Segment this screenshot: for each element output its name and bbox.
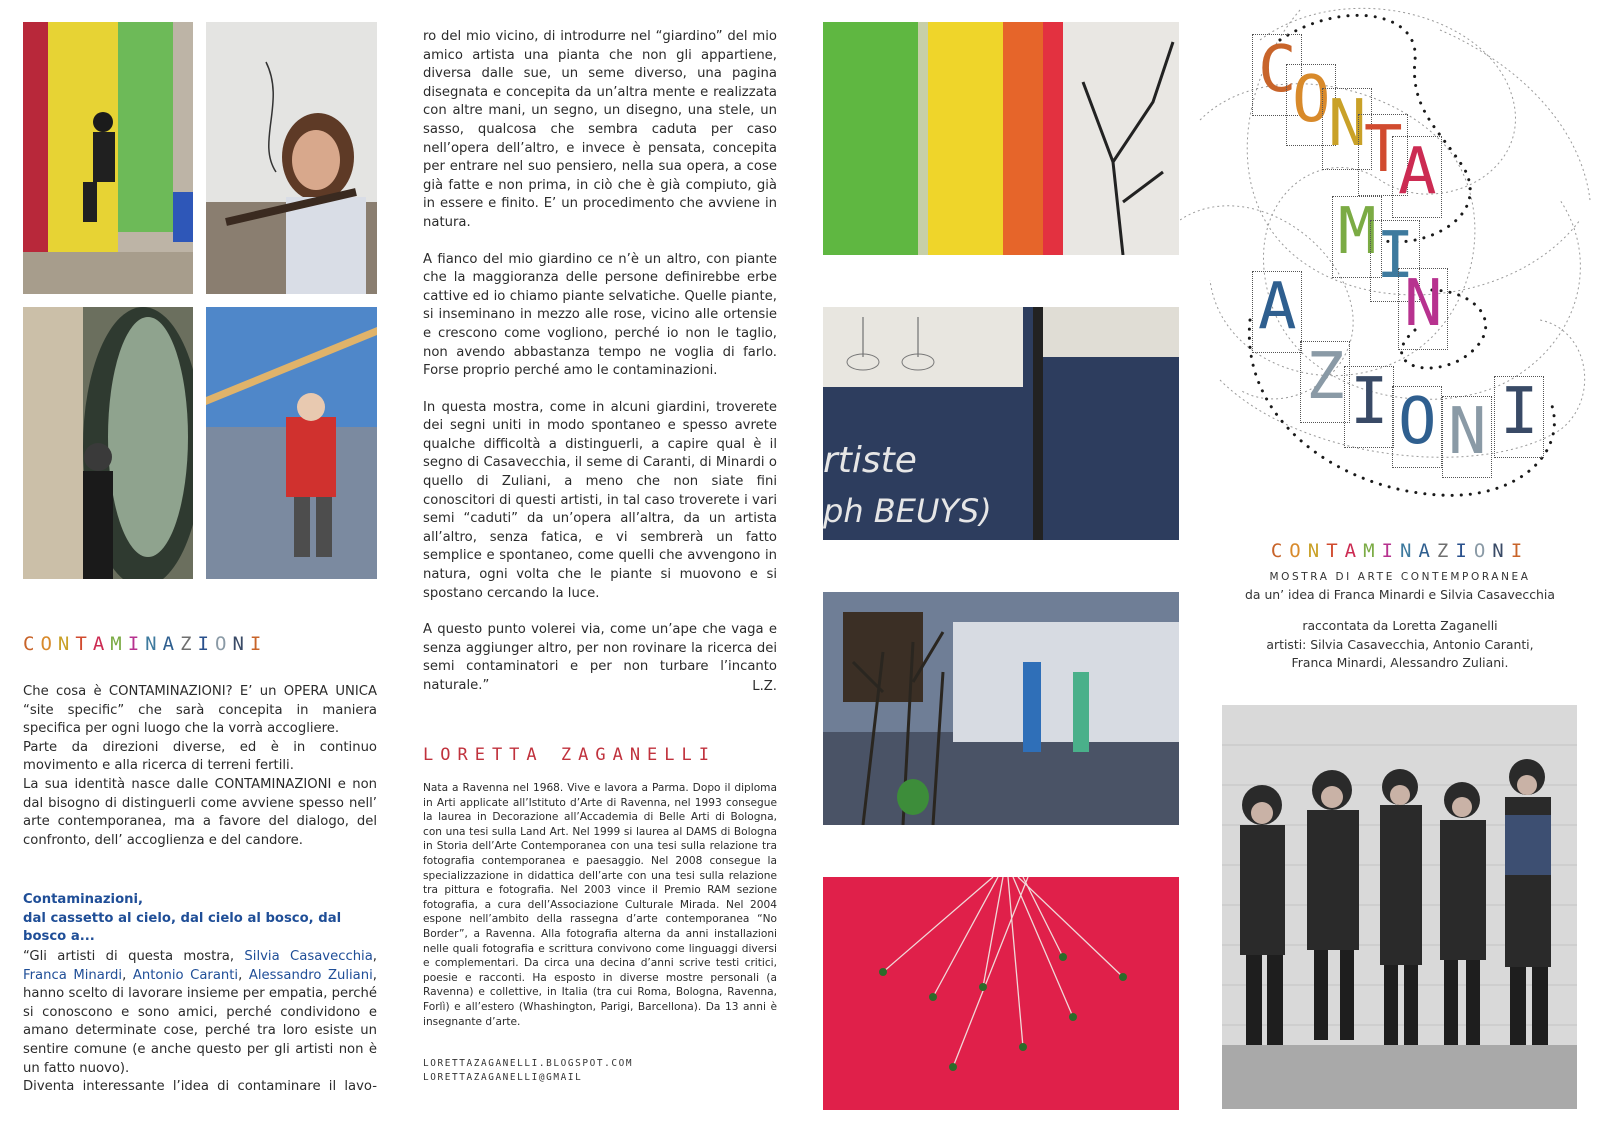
title-letter: N [1400,540,1419,562]
photo-artist-colored-panels [23,22,193,294]
photo-colored-stripes [823,22,1179,255]
essay-signature: L.Z. [752,678,777,694]
cover-artists-2: Franca Minardi, Alessandro Zuliani. [1291,655,1509,670]
author-bio [423,781,777,1029]
quote-last-line: Diventa interessante l’idea di contaminare il lavo- [23,1079,377,1095]
title-letter: A [1418,540,1437,562]
photo-artists-group [1222,705,1577,1109]
subtitle-line: dal cassetto al cielo, dal cielo al bosco, dal bosco a... [23,910,342,945]
big-title-letter: I [1350,365,1389,439]
intro-paragraph: La sua identità nasce dalle CONTAMINAZIONI e non dal bisogno di distinguerli come avviene spesso nell’ arte contemporanea, ma a favore del dialogo, del confronto, dell’ accoglienza e del candore. [23,776,377,848]
title-letter: N [145,633,163,655]
title-letter: Z [1436,540,1456,562]
blog-link[interactable]: LORETTAZAGANELLI.BLOGSPOT.COM [423,1058,634,1069]
big-title-letter: A [1258,270,1297,344]
title-letter: T [75,633,93,655]
middle-essay-text [423,28,777,696]
cover-artists-1: artisti: Silvia Casavecchia, Antonio Caranti, [1266,637,1534,652]
subtitle-line: Contaminazioni, [23,892,144,907]
big-title-letter: Z [1306,340,1345,414]
big-title-letter: T [1364,113,1403,187]
artist-link-zuliani[interactable]: Alessandro Zuliani [248,967,373,983]
separator: , [372,949,377,964]
quote-rest: , hanno scelto di lavorare insieme per empatia, perché si conoscono e sono amici, perché condividono e amano determinate cose, perché tra loro esiste un sentire comune (e anche questo per gli artisti non è un fatto nuovo). [23,967,377,1076]
title-letter: I [1381,540,1400,562]
cover-told-by: raccontata da Loretta Zaganelli [1302,618,1498,633]
chalkboard-text-1: rtiste [823,440,917,481]
quote-start: “Gli artisti di questa mostra, [23,949,245,964]
essay-paragraph: In questa mostra, come in alcuni giardini, troverete dei segni uniti in modo spontaneo e spesso avrete qualche difficoltà a distinguerli, a capire qual è il segno di Casavecchia, il seme di Caranti, di Minardi o quello di Zuliani, a meno che non siate fini conoscitori di questi artisti, in tal caso troverete i vari semi “caduti” da un’opera all’altra, da un artista all’altro, senza fatica, e vi sembrerà un fatto semplice e spontaneo, come quelli che avvengono in natura, ogni volta che le piante si muovono e si spostano cercando la luce. [423,399,777,601]
artist-link-minardi[interactable]: Franca Minardi [23,967,123,983]
title-letter: A [162,633,181,655]
title-letter: N [232,633,250,655]
big-title-letter: I [1376,219,1415,293]
title-letter: M [110,633,128,655]
big-title-letter: A [1398,135,1437,209]
bio-text: Nata a Ravenna nel 1968. Vive e lavora a Parma. Dopo il diploma in Arti applicate all’Istituto d’Arte di Ravenna, nel 1993 consegue la laurea in Decorazione all’Accademia di Belle Arti di Bologna, con una tesi sulla Land Art. Nel 1999 si laurea al DAMS di Bologna in Storia dell’Arte Contemporanea con una tesi sulla relazione tra fotografia contemporanea e paesaggio. Nel 2008 consegue la specializzazione in didattica dell’arte con una tesi sulla relazione tra pittura e fotografia. Nel 2003 vince il Premio RAM sezione fotografia, a cura dell’Associazione Culturale Mirada. Nel 2004 espone nell’ambito della rassegna d’arte contemporanea “No Border”, a Ravenna. Alla fotografia alterna da anni installazioni nelle quali fotografia e scrittura convivono come linguaggi diversi e complementari. Da circa una decina d’anni scrive testi critici, poesie e racconti. Ha esposto in diverse mostre personali (a Ravenna) e collettive, in Italia (tra cui Roma, Bologna, Ravenna, Forlì) e all’estero (Whashington, Parigi, Barcellona). Da 13 anni è insegnante d’arte. [423,782,777,1028]
title-letter: I [127,633,146,655]
artist-link-caranti[interactable]: Antonio Caranti [132,967,239,983]
separator: , [238,967,249,983]
title-letter: A [92,633,111,655]
title-letter: O [1473,540,1493,562]
big-title-letter: O [1398,385,1437,459]
email-link[interactable]: LORETTAZAGANELLI@GMAIL [423,1072,583,1083]
intro-paragraph: Che cosa è CONTAMINAZIONI? E’ un OPERA UNICA “site specific” che sarà concepita in maniera specifica per ogni luogo che la vorrà accogliere. [23,684,377,737]
intro-paragraph: Parte da direzioni diverse, ed è in continuo movimento e alla ricerca di terreni fertili. [23,739,377,774]
title-letter: Z [180,633,198,655]
photo-gallery-installation [823,592,1179,825]
author-links [423,1057,633,1085]
title-letter: M [1363,540,1382,562]
title-letter: N [57,633,76,655]
big-title-letter: N [1328,87,1367,161]
left-subtitle [23,891,377,947]
title-letter: I [1510,540,1530,562]
artist-link-casavecchia[interactable]: Silvia Casavecchia [244,949,373,964]
title-letter: T [1326,540,1345,562]
author-title: LORETTA ZAGANELLI [423,745,716,765]
photo-artist-mirror [23,307,193,579]
left-quote-text [23,948,377,1097]
title-letter: I [197,633,215,655]
title-letter: O [214,633,233,655]
title-letter: A [1344,540,1364,562]
essay-paragraph: A questo punto volerei via, come un’ape che vaga e senza aggiunger altro, per non rovinare la ricerca dei semi contaminatori e per non turbare l’incanto naturale.” [423,622,777,693]
big-title-letter: I [1500,375,1539,449]
photo-artist-beach [206,307,377,579]
left-intro-text [23,683,377,850]
title-letter: O [1289,540,1308,562]
chalkboard-text-2: ph BEUYS) [823,492,992,530]
cover-subtitle: MOSTRA DI ARTE CONTEMPORANEA [1269,571,1531,583]
cover-small-title [1220,540,1580,562]
title-letter: C [23,633,41,655]
big-title-letter: O [1292,63,1331,137]
big-title-letter: M [1338,195,1377,269]
essay-paragraph: ro del mio vicino, di introdurre nel “giardino” del mio amico artista una pianta che non gli appartiene, diversa dalle sue, un seme diverso, una pagina disegnata e concepita da un’altra mente e realizzata con altre mani, un segno, un disegno, una stele, un sasso, qualcosa che sembra caduta per caso nell’opera dell’altro, e invece è pensata, concepita per entrare nel suo pensiero, nella sua opera, a cose già fatte e non prima, in ciò che è già compiuto, già in essere e finito. E’ un procedimento che avviene in natura. [423,29,777,230]
left-contaminazioni-title [23,633,267,655]
photo-chalkboard [823,307,1179,540]
title-letter: I [1455,540,1474,562]
big-title-letter: N [1404,267,1443,341]
essay-paragraph: A fianco del mio giardino ce n’è un altro, con piante che la maggioranza delle persone definirebbe erbe cattive ed io chiamo piante selvatiche. Quelle piante, si inseminano in mezzo alle rose, vicino alle ortensie e crescono come vogliono, perché io non le taglio, non avendo abbastanza tempo ne voglia di farlo. Forse proprio perché amo le contaminazioni. [423,251,777,379]
title-letter: O [40,633,58,655]
title-letter: N [1307,540,1327,562]
title-letter: C [1270,540,1290,562]
cover-idea: da un’ idea di Franca Minardi e Silvia Casavecchia [1245,587,1555,602]
big-title-letter: N [1448,395,1487,469]
title-letter: N [1492,540,1511,562]
photo-artist-smiling [206,22,377,294]
big-title-letter: C [1258,33,1297,107]
separator: , [122,967,133,983]
photo-red-threads [823,877,1179,1110]
title-letter: I [249,633,268,655]
